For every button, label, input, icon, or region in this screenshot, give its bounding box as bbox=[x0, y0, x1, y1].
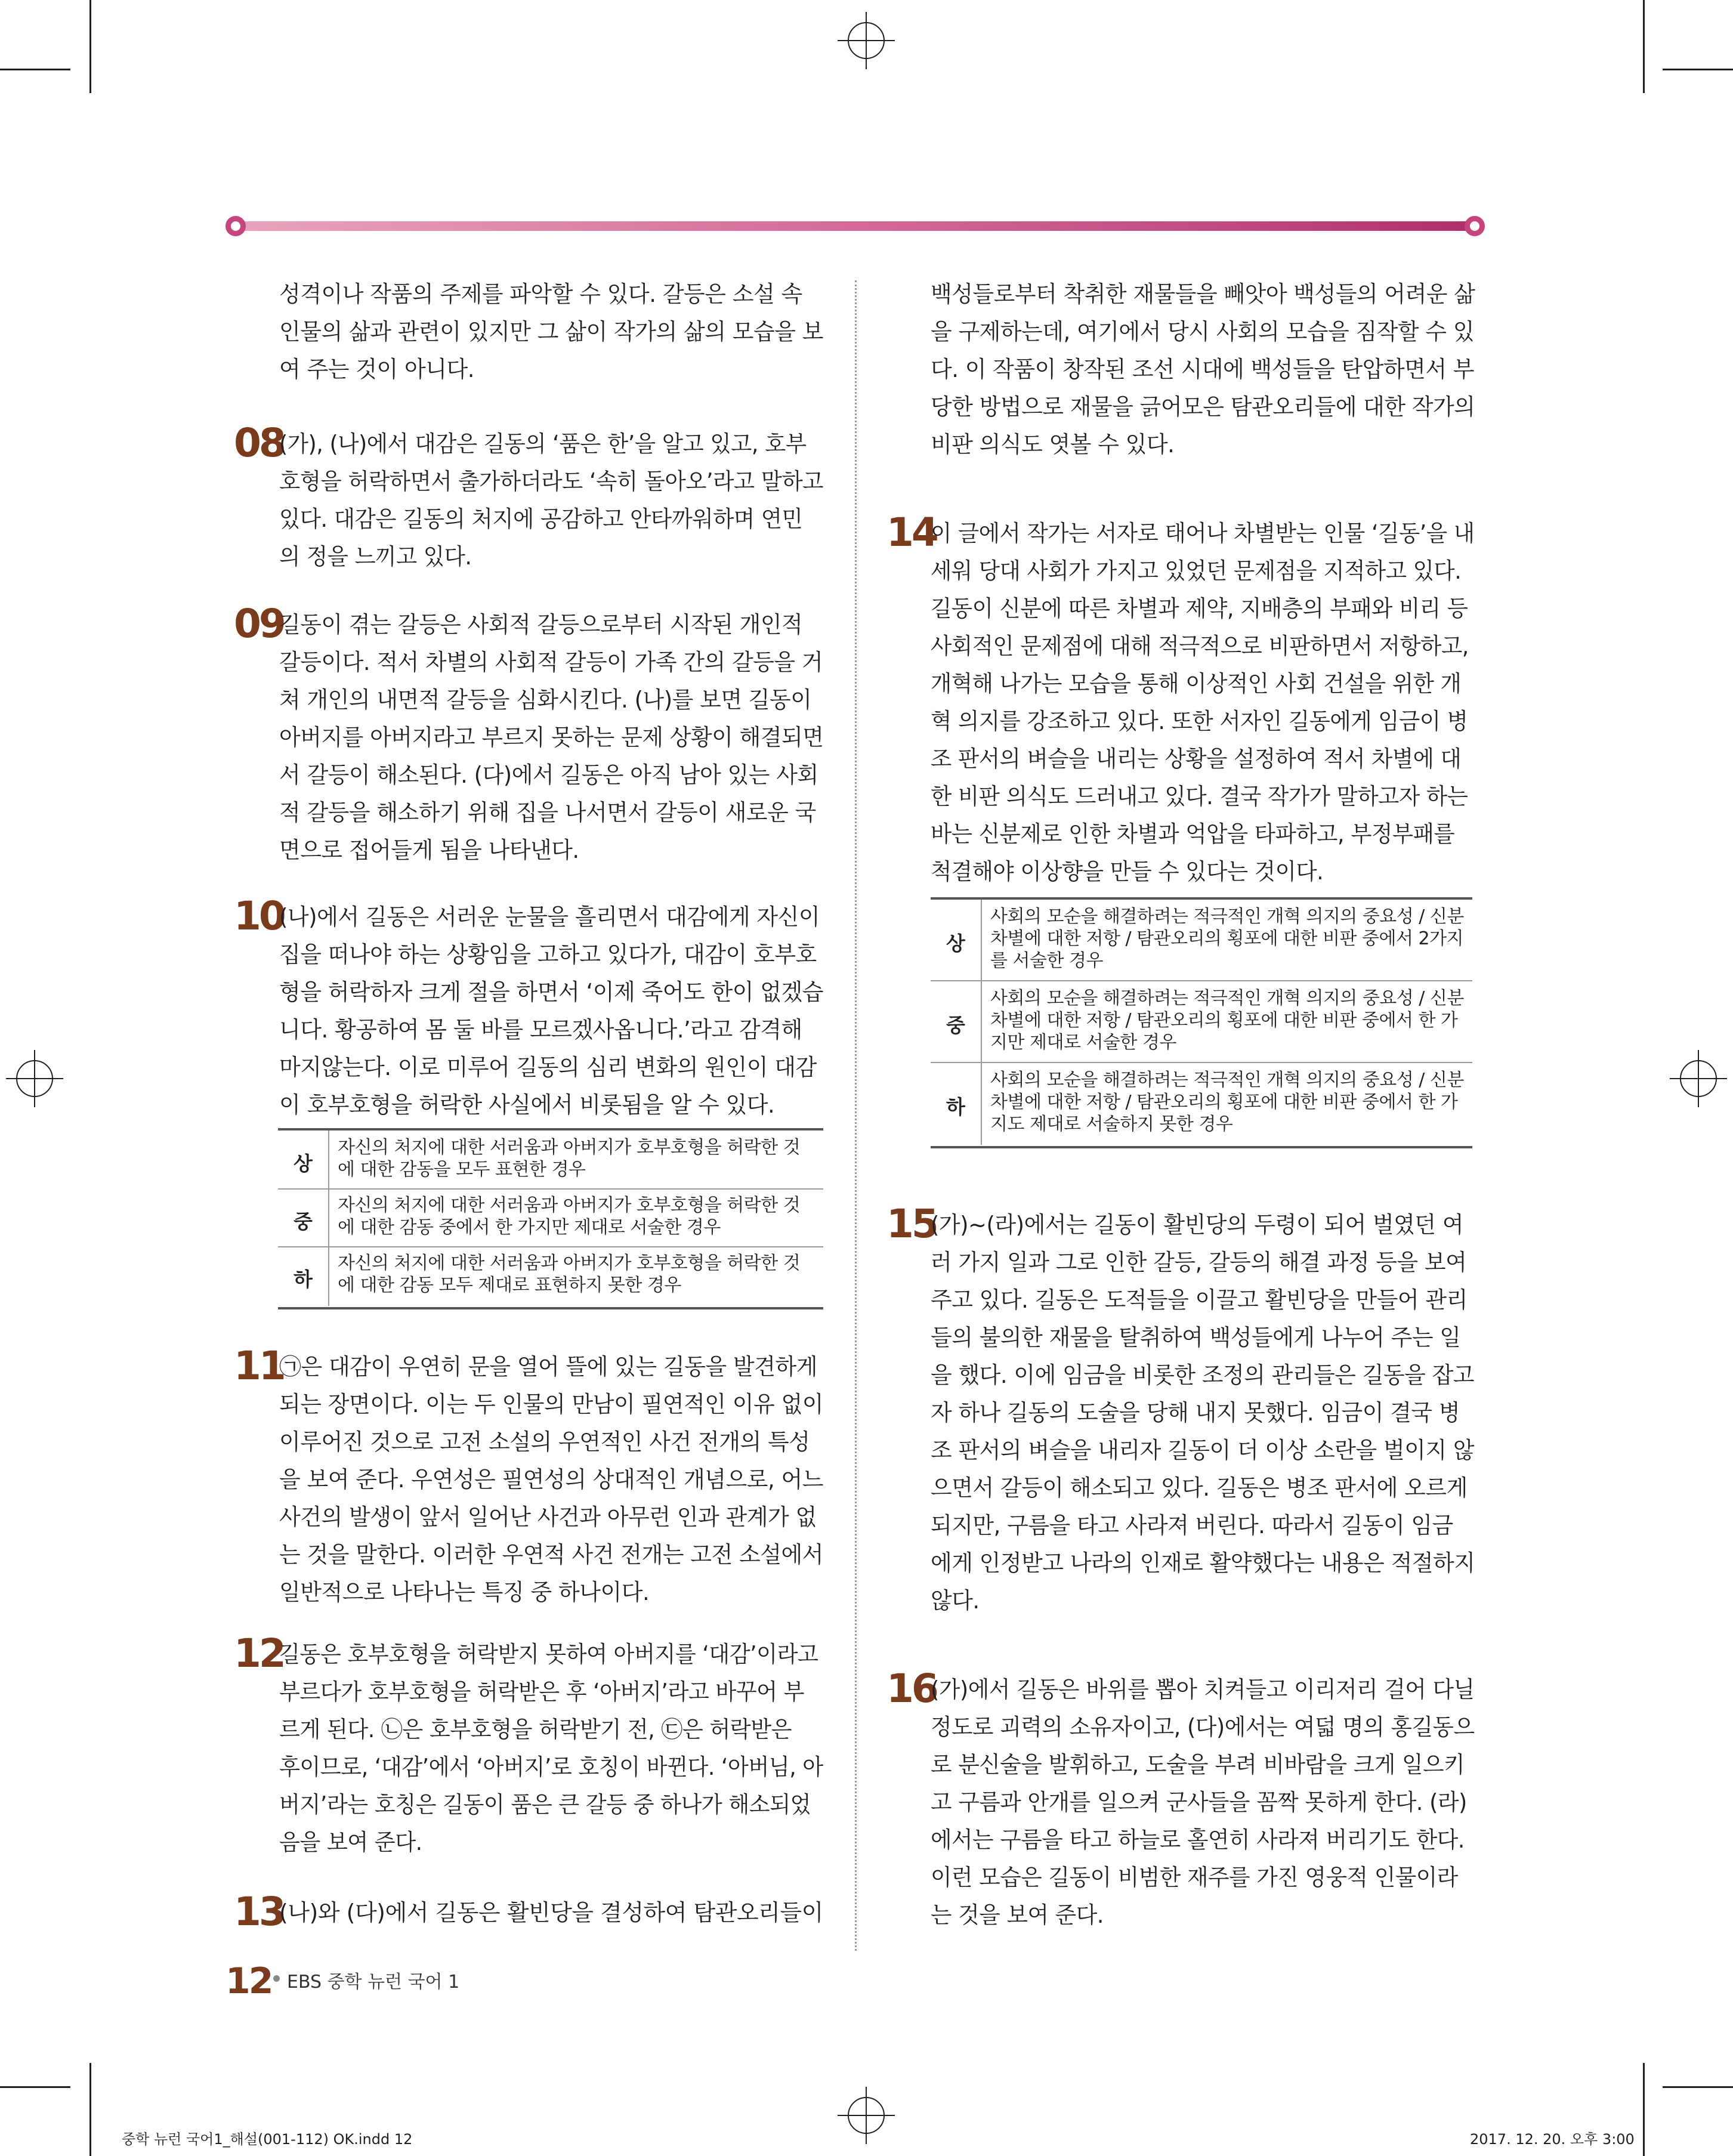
rubric-row bbox=[278, 1246, 823, 1306]
crop-mark bbox=[89, 2063, 91, 2156]
rubric-level: 상 bbox=[294, 1152, 313, 1175]
text-line: 성격이나 작품의 주제를 파악할 수 있다. 갈등은 소설 속 bbox=[279, 281, 802, 307]
text-line: 세워 당대 사회가 가지고 있었던 문제점을 지적하고 있다. bbox=[931, 558, 1462, 584]
text-line: 개혁해 나가는 모습을 통해 이상적인 사회 건설을 위한 개 bbox=[931, 671, 1462, 697]
rubric-text: 차별에 대한 저항 / 탐관오리의 횡포에 대한 비판 중에서 한 가 bbox=[990, 1010, 1458, 1031]
text-line: 에서는 구름을 타고 하늘로 홀연히 사라져 버리기도 한다. bbox=[931, 1827, 1465, 1853]
rubric-row bbox=[278, 1188, 823, 1247]
rubric-level: 중 bbox=[294, 1210, 313, 1233]
registration-mark-icon bbox=[838, 2087, 895, 2144]
rubric-text: 사회의 모순을 해결하려는 적극적인 개혁 의지의 중요성 / 신분 bbox=[990, 906, 1464, 927]
text-line: 사건의 발생이 앞서 일어난 사건과 아무런 인과 관계가 없 bbox=[279, 1504, 817, 1530]
text-line: 백성들로부터 착취한 재물들을 빼앗아 백성들의 어려운 삶 bbox=[931, 281, 1475, 307]
answer-15 bbox=[931, 1206, 1490, 1620]
text-line: 들의 불의한 재물을 탈취하여 백성들에게 나누어 주는 일 bbox=[931, 1324, 1461, 1351]
text-line: 이런 모습은 길동이 비범한 재주를 가진 영웅적 인물이라 bbox=[931, 1864, 1458, 1891]
header-rule bbox=[237, 221, 1473, 231]
text-line: 면으로 접어들게 됨을 나타낸다. bbox=[279, 837, 579, 863]
text-line: 인물의 삶과 관련이 있지만 그 삶이 작가의 삶의 모습을 보 bbox=[279, 319, 823, 345]
header-rule-end-left bbox=[225, 216, 246, 236]
text-line: 을 보여 준다. 우연성은 필연성의 상대적인 개념으로, 어느 bbox=[279, 1466, 823, 1493]
text-line: (가)~(라)에서는 길동이 활빈당의 두령이 되어 벌였던 여 bbox=[931, 1212, 1464, 1238]
answer-13 bbox=[279, 1894, 823, 1932]
page-number: 12 bbox=[225, 1960, 272, 2002]
answer-09 bbox=[279, 606, 839, 869]
text-line: 으면서 갈등이 해소되고 있다. 길동은 병조 판서에 오르게 bbox=[931, 1475, 1468, 1501]
print-slug-file: 중학 뉴런 국어1_해설(001-112) OK.indd 12 bbox=[122, 2131, 413, 2148]
text-line: 한 비판 의식도 드러내고 있다. 결국 작가가 말하고자 하는 bbox=[931, 783, 1468, 810]
rubric-row bbox=[931, 900, 1472, 980]
text-line: 을 구제하는데, 여기에서 당시 사회의 모습을 짐작할 수 있 bbox=[931, 319, 1475, 345]
answer-12 bbox=[279, 1636, 851, 1861]
text-line: 당한 방법으로 재물을 긁어모은 탐관오리들에 대한 작가의 bbox=[931, 394, 1475, 420]
rubric-row bbox=[931, 1062, 1472, 1145]
text-line: 호형을 허락하면서 출가하더라도 ‘속히 돌아오’라고 말하고 bbox=[279, 468, 824, 495]
text-line: 음을 보여 준다. bbox=[279, 1829, 422, 1855]
answer-11 bbox=[279, 1348, 838, 1611]
text-line: 부르다가 호부호형을 허락받은 후 ‘아버지’라고 바꾸어 부 bbox=[279, 1679, 805, 1705]
rubric-text: 자신의 처지에 대한 서러움과 아버지가 호부호형을 허락한 것 bbox=[338, 1253, 801, 1274]
rubric-text: 지만 제대로 서술한 경우 bbox=[990, 1032, 1176, 1053]
text-line: 않다. bbox=[931, 1587, 980, 1614]
text-line: 사회적인 문제점에 대해 적극적으로 비판하면서 저항하고, bbox=[931, 633, 1469, 659]
answer-08 bbox=[279, 425, 846, 576]
crop-mark bbox=[89, 0, 91, 93]
text-line: 을 했다. 이에 임금을 비롯한 조정의 관리들은 길동을 잡고 bbox=[931, 1362, 1475, 1388]
rubric-text: 자신의 처지에 대한 서러움과 아버지가 호부호형을 허락한 것 bbox=[338, 1137, 801, 1158]
text-line: 쳐 개인의 내면적 갈등을 심화시킨다. (나)를 보면 길동이 bbox=[279, 687, 812, 713]
print-slug-date: 2017. 12. 20. 오후 3:00 bbox=[1470, 2131, 1635, 2148]
rubric-level: 하 bbox=[294, 1268, 313, 1291]
text-line: 르게 된다. ㉡은 호부호형을 허락받기 전, ㉢은 허락받은 bbox=[279, 1716, 792, 1743]
text-line: 에게 인정받고 나라의 인재로 활약했다는 내용은 적절하지 bbox=[931, 1550, 1475, 1576]
rubric-text: 사회의 모순을 해결하려는 적극적인 개혁 의지의 중요성 / 신분 bbox=[990, 988, 1464, 1009]
text-line: 주고 있다. 길동은 도적들을 이끌고 활빈당을 만들어 관리 bbox=[931, 1287, 1468, 1313]
question-number: 09 bbox=[234, 601, 284, 647]
text-line: 여 주는 것이 아니다. bbox=[279, 356, 475, 382]
question-number: 16 bbox=[886, 1666, 937, 1712]
question-number: 13 bbox=[234, 1889, 284, 1935]
text-line: 아버지를 아버지라고 부르지 못하는 문제 상황이 해결되면 bbox=[279, 724, 824, 750]
text-line: 길동이 겪는 갈등은 사회적 갈등으로부터 시작된 개인적 bbox=[279, 611, 803, 638]
text-line: 있다. 대감은 길동의 처지에 공감하고 안타까워하며 연민 bbox=[279, 506, 803, 532]
question-number: 14 bbox=[886, 509, 937, 555]
registration-mark-icon bbox=[1670, 1050, 1727, 1107]
text-line: 형을 허락하자 크게 절을 하면서 ‘이제 죽어도 한이 없겠습 bbox=[279, 979, 823, 1005]
text-line: 서 갈등이 해소된다. (다)에서 길동은 아직 남아 있는 사회 bbox=[279, 762, 818, 788]
rubric-level: 하 bbox=[946, 1095, 965, 1119]
text-line: (나)에서 길동은 서러운 눈물을 흘리면서 대감에게 자신이 bbox=[279, 904, 820, 930]
text-line: 비판 의식도 엿볼 수 있다. bbox=[931, 431, 1175, 458]
text-line: 갈등이다. 적서 차별의 사회적 갈등이 가족 간의 갈등을 거 bbox=[279, 649, 823, 675]
text-line: 길동은 호부호형을 허락받지 못하여 아버지를 ‘대감’이라고 bbox=[279, 1641, 818, 1667]
rubric-text: 지도 제대로 서술하지 못한 경우 bbox=[990, 1114, 1233, 1135]
text-line: (가), (나)에서 대감은 길동의 ‘품은 한’을 알고 있고, 호부 bbox=[279, 431, 807, 457]
rubric-text: 자신의 처지에 대한 서러움과 아버지가 호부호형을 허락한 것 bbox=[338, 1195, 801, 1216]
question-number: 12 bbox=[234, 1630, 284, 1676]
text-line: 이 호부호형을 허락한 사실에서 비롯됨을 알 수 있다. bbox=[279, 1092, 775, 1118]
text-line: 마지않는다. 이로 미루어 길동의 심리 변화의 원인이 대감 bbox=[279, 1054, 817, 1080]
text-line: 일반적으로 나타나는 특징 중 하나이다. bbox=[279, 1579, 650, 1605]
answer-10 bbox=[279, 898, 838, 1124]
question-number: 15 bbox=[886, 1201, 937, 1247]
text-line: 되는 장면이다. 이는 두 인물의 만남이 필연적인 이유 없이 bbox=[279, 1391, 823, 1417]
text-line: 는 것을 말한다. 이러한 우연적 사건 전개는 고전 소설에서 bbox=[279, 1542, 823, 1568]
rubric-text: 에 대한 감동 중에서 한 가지만 제대로 서술한 경우 bbox=[338, 1217, 721, 1238]
text-line: 러 가지 일과 그로 인한 갈등, 갈등의 해결 과정 등을 보여 bbox=[931, 1249, 1467, 1275]
rubric-text: 사회의 모순을 해결하려는 적극적인 개혁 의지의 중요성 / 신분 bbox=[990, 1070, 1464, 1091]
answer-14 bbox=[931, 515, 1497, 891]
rubric-text: 에 대한 감동을 모두 표현한 경우 bbox=[338, 1159, 586, 1180]
registration-mark-icon bbox=[838, 12, 895, 69]
registration-mark-icon bbox=[6, 1050, 63, 1107]
rubric-row bbox=[931, 980, 1472, 1063]
text-line: ㉠은 대감이 우연히 문을 열어 뜰에 있는 길동을 발견하게 bbox=[279, 1354, 817, 1380]
crop-mark bbox=[1643, 2063, 1645, 2156]
text-line: 버지’라는 호칭은 길동이 품은 큰 갈등 중 하나가 해소되었 bbox=[279, 1791, 811, 1818]
crop-mark bbox=[1663, 69, 1733, 70]
crop-mark bbox=[0, 69, 70, 70]
text-line: 척결해야 이상향을 만들 수 있다는 것이다. bbox=[931, 858, 1324, 885]
text-line: 이 글에서 작가는 서자로 태어나 차별받는 인물 ‘길동’을 내 bbox=[931, 520, 1475, 546]
bullet-icon bbox=[273, 1975, 280, 1982]
scoring-rubric-14 bbox=[931, 897, 1472, 1148]
text-line: 자 하나 길동의 도술을 당해 내지 못했다. 임금이 결국 병 bbox=[931, 1400, 1460, 1426]
answer-16 bbox=[931, 1671, 1493, 1934]
text-line: 조 판서의 벼슬을 내리는 상황을 설정하여 적서 차별에 대 bbox=[931, 746, 1462, 772]
crop-mark bbox=[1643, 0, 1645, 93]
text-line: 의 정을 느끼고 있다. bbox=[279, 543, 472, 570]
text-line: 바는 신분제로 인한 차별과 억압을 타파하고, 부정부패를 bbox=[931, 821, 1455, 847]
text-line: 로 분신술을 발휘하고, 도술을 부려 비바람을 크게 일으키 bbox=[931, 1752, 1465, 1778]
text-line: 적 갈등을 해소하기 위해 집을 나서면서 갈등이 새로운 국 bbox=[279, 799, 816, 826]
column-divider bbox=[855, 280, 857, 1951]
text-line: 집을 떠나야 하는 상황임을 고하고 있다가, 대감이 호부호 bbox=[279, 941, 817, 968]
book-title: EBS 중학 뉴런 국어 1 bbox=[287, 1972, 460, 1993]
rubric-level: 상 bbox=[946, 932, 965, 955]
scoring-rubric-10 bbox=[278, 1128, 823, 1309]
text-line: 는 것을 보여 준다. bbox=[931, 1902, 1104, 1928]
question-number: 10 bbox=[234, 893, 284, 939]
answer-07-continued bbox=[279, 276, 838, 388]
header-rule-end-right bbox=[1465, 216, 1485, 236]
rubric-text: 를 서술한 경우 bbox=[990, 950, 1103, 971]
text-line: 조 판서의 벼슬을 내리자 길동이 더 이상 소란을 벌이지 않 bbox=[931, 1437, 1475, 1463]
text-line: 이루어진 것으로 고전 소설의 우연적인 사건 전개의 특성 bbox=[279, 1429, 810, 1455]
rubric-row bbox=[278, 1130, 823, 1188]
crop-mark bbox=[1663, 2086, 1733, 2088]
rubric-text: 차별에 대한 저항 / 탐관오리의 횡포에 대한 비판 중에서 한 가 bbox=[990, 1092, 1458, 1113]
rubric-text: 차별에 대한 저항 / 탐관오리의 횡포에 대한 비판 중에서 2가지 bbox=[990, 928, 1464, 949]
text-line: (나)와 (다)에서 길동은 활빈당을 결성하여 탐관오리들이 bbox=[279, 1899, 823, 1926]
question-number: 11 bbox=[234, 1343, 284, 1389]
answer-13-continued bbox=[931, 276, 1490, 464]
text-line: 다. 이 작품이 창작된 조선 시대에 백성들을 탄압하면서 부 bbox=[931, 356, 1475, 382]
crop-mark bbox=[0, 2086, 70, 2088]
text-line: 되지만, 구름을 타고 사라져 버린다. 따라서 길동이 임금 bbox=[931, 1512, 1453, 1539]
text-line: 길동이 신분에 따른 차별과 제약, 지배층의 부패와 비리 등 bbox=[931, 595, 1468, 622]
question-number: 08 bbox=[234, 420, 284, 466]
text-line: 후이므로, ‘대감’에서 ‘아버지’로 호칭이 바뀐다. ‘아버님, 아 bbox=[279, 1754, 823, 1780]
rubric-text: 에 대한 감동 모두 제대로 표현하지 못한 경우 bbox=[338, 1275, 681, 1296]
rubric-level: 중 bbox=[946, 1014, 965, 1037]
text-line: 고 구름과 안개를 일으켜 군사들을 꼼짝 못하게 한다. (라) bbox=[931, 1789, 1467, 1815]
text-line: (가)에서 길동은 바위를 뽑아 치켜들고 이리저리 걸어 다닐 bbox=[931, 1676, 1475, 1703]
text-line: 혁 의지를 강조하고 있다. 또한 서자인 길동에게 임금이 병 bbox=[931, 708, 1468, 734]
text-line: 니다. 황공하여 몸 둘 바를 모르겠사옵니다.’라고 감격해 bbox=[279, 1017, 802, 1043]
text-line: 정도로 괴력의 소유자이고, (다)에서는 여덟 명의 홍길동으 bbox=[931, 1714, 1475, 1740]
